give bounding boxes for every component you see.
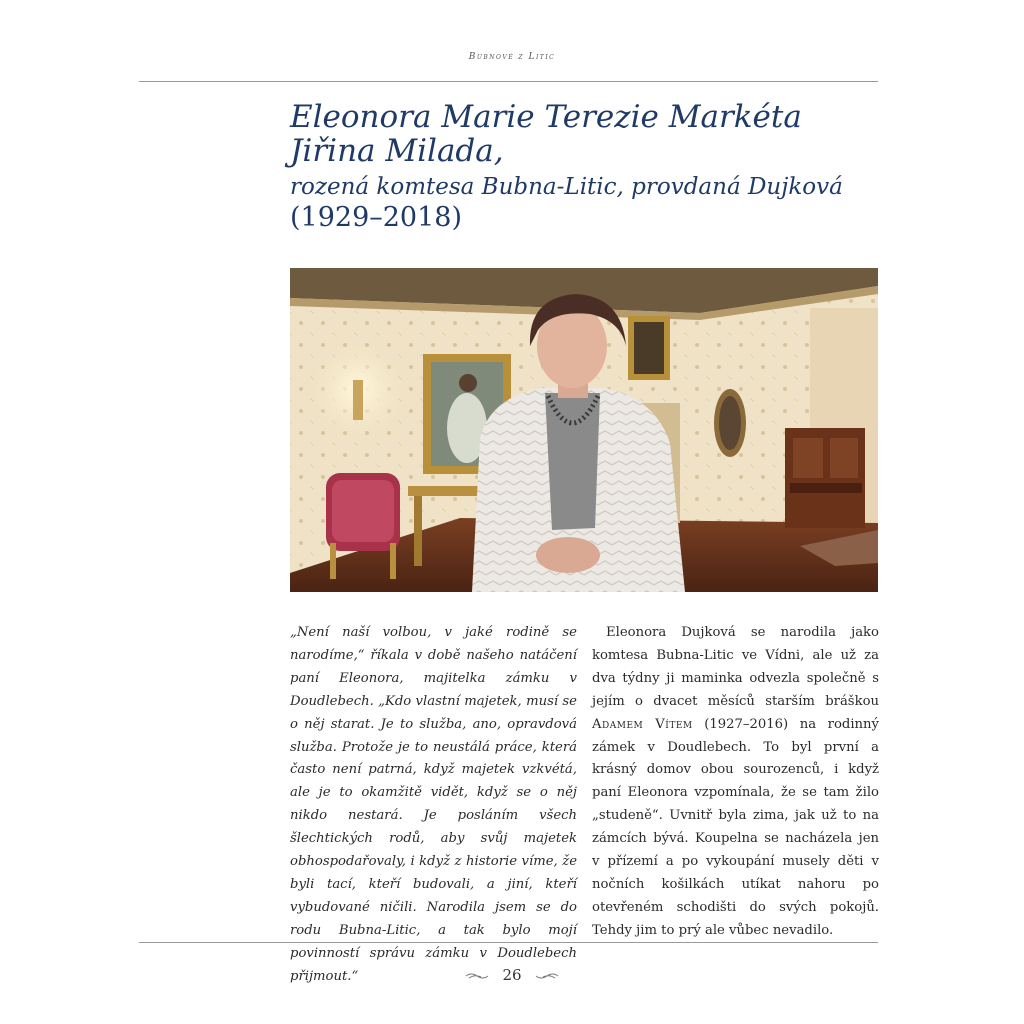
page-footer <box>0 964 1024 984</box>
person-name: Adamem Vítem <box>592 716 693 732</box>
title-subtitle: rozená komtesa Bubna-Litic, provdaná Dujková <box>290 174 843 200</box>
chapter-title <box>290 100 890 234</box>
top-rule <box>139 81 878 82</box>
portrait-photo <box>290 268 878 592</box>
title-years: (1929–2018) <box>290 202 462 233</box>
quote-paragraph: „Není naší volbou, v jaké rodině se narodíme,“ říkala v době našeho natáčení paní Eleonora, majitelka zámku v Doudlebech. „Kdo vlastní majetek, musí se o něj starat. Je to služba, ano, opravdová služba. Protože je to neustálá práce, která často není patrná, když majetek vzkvétá, ale je to okamžitě vidět, když se o něj nikdo nestará. Je posláním všech šlechtických rodů, aby svůj majetek obhospodařovaly, i když z historie víme, že byli tací, kteří budovali, a jiní, kteří vybudované ničili. Narodila jsem se do rodu Bubna-Litic, a tak bylo mojí povinností správu zámku v Doudlebech přijmout.“ <box>290 625 577 984</box>
page-number: 26 <box>502 965 522 984</box>
left-ornament-icon <box>465 965 489 984</box>
title-line-1: Eleonora Marie Terezie Markéta <box>290 99 802 135</box>
body-column <box>592 622 879 943</box>
title-line-2: Jiřina Milada, <box>290 133 504 169</box>
bottom-rule <box>139 942 878 943</box>
body-paragraph <box>592 622 879 943</box>
body-text-part-1: Eleonora Dujková se narodila jako komtesa Bubna-Litic ve Vídni, ale už za dva týdny ji maminka odvezla společně s jejím o dvacet měsíců starším bráškou <box>592 625 879 709</box>
body-text-part-2: (1927–2016) na rodinný zámek v Doudlebech. To byl první a krásný domov obou sourozenců, i když paní Eleonora vzpomínala, že se tam žilo „studeně“. Uvnitř byla zima, jak už to na zámcích bývá. Koupelna se nacházela jen v přízemí a po vykoupání musely děti v nočních košilkách utíkat nahoru po otevřeném schodišti do svých pokojů. Tehdy jim to prý ale vůbec nevadilo. <box>592 716 879 938</box>
running-head: Bubnové z Litic <box>468 52 556 62</box>
quote-column <box>290 622 577 989</box>
right-ornament-icon <box>535 965 559 984</box>
